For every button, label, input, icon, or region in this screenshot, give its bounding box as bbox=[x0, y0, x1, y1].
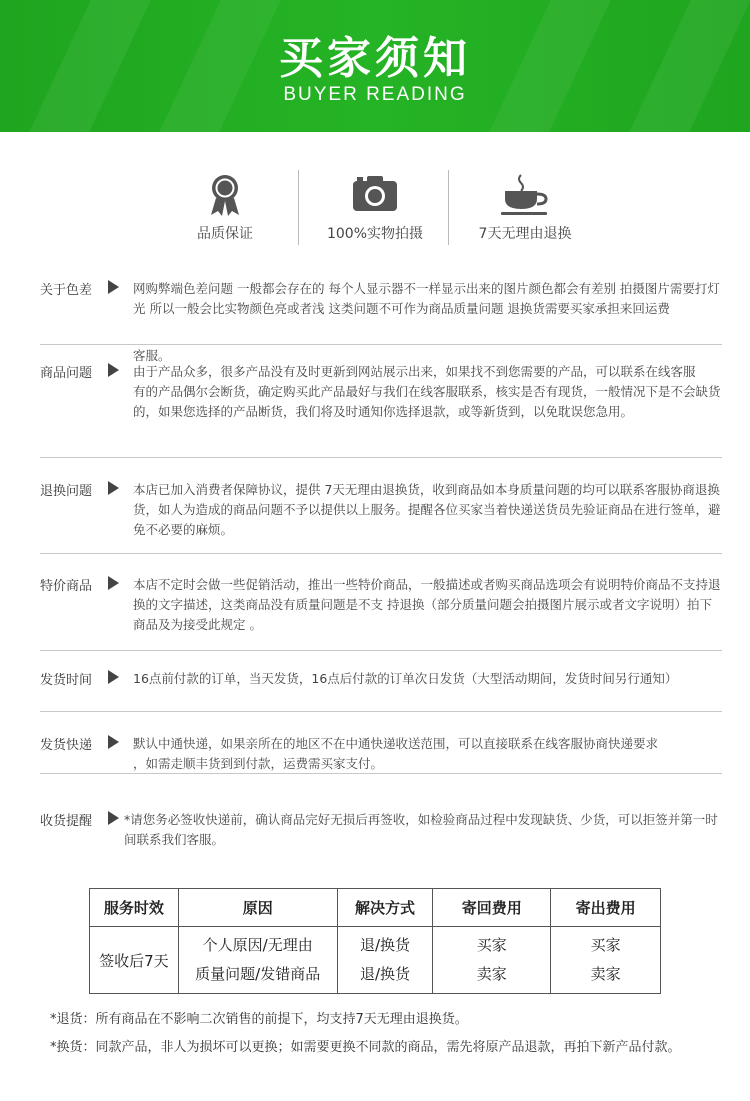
divider bbox=[40, 344, 722, 345]
feature-return bbox=[450, 165, 600, 255]
divider bbox=[40, 553, 722, 554]
divider bbox=[40, 457, 722, 458]
header-banner bbox=[0, 0, 750, 132]
play-arrow-icon bbox=[108, 363, 119, 377]
coffee-cup-icon bbox=[499, 173, 551, 221]
column-header: 解决方式 bbox=[337, 889, 433, 927]
section-body: 网购弊端色差问题 一般都会存在的 每个人显示器不一样显示出来的图片颜色都会有差别 拍摄图片需要打灯光 所以一般会比实物颜色亮或者浅 这类问题不可作为商品质量问题 退换货需要买家承担来回运费 bbox=[133, 281, 720, 316]
section-heading: 商品问题 bbox=[40, 366, 93, 381]
section-body: 默认中通快递，如果亲所在的地区不在中通快递收送范围，可以直接联系在线客服协商快递要求 ，如需走顺丰货到到付款，运费需买家支付。 bbox=[133, 736, 659, 771]
play-arrow-icon bbox=[108, 811, 119, 825]
play-arrow-icon bbox=[108, 670, 119, 684]
feature-divider bbox=[448, 170, 449, 245]
camera-icon bbox=[351, 173, 399, 217]
feature-divider bbox=[298, 170, 299, 245]
period-cell: 签收后7天 bbox=[90, 927, 179, 994]
footnotes bbox=[50, 1006, 730, 1062]
section-heading: 收货提醒 bbox=[40, 814, 93, 829]
feature-label: 7天无理由退换 bbox=[478, 226, 572, 242]
send-cost-cell: 买家 卖家 bbox=[551, 927, 661, 994]
column-header: 寄回费用 bbox=[433, 889, 551, 927]
footnote-exchange: *换货：同款产品，非人为损坏可以更换；如需要更换不同款的商品，需先将原产品退款，再拍下新产品付款。 bbox=[50, 1040, 681, 1055]
section-body: 由于产品众多，很多产品没有及时更新到网站展示出来，如果找不到您需要的产品，可以联系在线客服 有的产品偶尔会断货，确定购买此产品最好与我们在线客服联系，核实是否有现货，一般情况下是不会缺货的，如果您选择的产品断货，我们将及时通知你选择退款，或等新货到，以免耽误您急用。 bbox=[133, 364, 721, 419]
page-title: 买家须知 bbox=[279, 33, 471, 84]
feature-quality bbox=[150, 165, 300, 255]
divider bbox=[40, 650, 722, 651]
section-body: 本店已加入消费者保障协议，提供 7天无理由退换货，收到商品如本身质量问题的均可以联系客服协商退换货，如人为造成的商品问题不予以提供以上服务。提醒各位买家当着快递送货员先验证商品在进行签单，避免不必要的麻烦。 bbox=[133, 482, 721, 537]
page-subtitle: BUYER READING bbox=[283, 84, 467, 105]
play-arrow-icon bbox=[108, 735, 119, 749]
section-heading: 发货快递 bbox=[40, 738, 93, 753]
feature-label: 品质保证 bbox=[197, 226, 253, 242]
award-ribbon-icon bbox=[205, 173, 245, 221]
column-header: 原因 bbox=[178, 889, 337, 927]
divider bbox=[40, 711, 722, 712]
divider bbox=[40, 773, 722, 774]
service-table bbox=[89, 888, 661, 994]
section-heading: 退换问题 bbox=[40, 484, 93, 499]
feature-label: 100%实物拍摄 bbox=[326, 226, 424, 242]
section-body: 16点前付款的订单，当天发货，16点后付款的订单次日发货（大型活动期间，发货时间另行通知） bbox=[133, 671, 678, 686]
section-body: 客服。 bbox=[133, 348, 171, 363]
footnote-return: *退货：所有商品在不影响二次销售的前提下，均支持7天无理由退换货。 bbox=[50, 1012, 468, 1027]
reason-cell: 个人原因/无理由 质量问题/发错商品 bbox=[178, 927, 337, 994]
feature-strip bbox=[150, 165, 600, 255]
play-arrow-icon bbox=[108, 576, 119, 590]
play-arrow-icon bbox=[108, 481, 119, 495]
column-header: 服务时效 bbox=[90, 889, 179, 927]
table-header-row bbox=[90, 889, 661, 927]
section-heading: 特价商品 bbox=[40, 579, 93, 594]
section-heading: 关于色差 bbox=[40, 283, 93, 298]
table-row bbox=[90, 927, 661, 994]
return-cost-cell: 买家 卖家 bbox=[433, 927, 551, 994]
section-body: 本店不定时会做一些促销活动，推出一些特价商品，一般描述或者购买商品选项会有说明特价商品不支持退换的文字描述，这类商品没有质量问题是不支 持退换（部分质量问题会拍摄图片展示或者文字说明）拍下商品及为接受此规定 。 bbox=[133, 577, 721, 632]
feature-real-photo bbox=[300, 165, 450, 255]
section-body: *请您务必签收快递前，确认商品完好无损后再签收，如检验商品过程中发现缺货、少货，可以拒签并第一时间联系我们客服。 bbox=[124, 812, 718, 847]
section-heading: 发货时间 bbox=[40, 673, 93, 688]
solution-cell: 退/换货 退/换货 bbox=[337, 927, 433, 994]
column-header: 寄出费用 bbox=[551, 889, 661, 927]
play-arrow-icon bbox=[108, 280, 119, 294]
